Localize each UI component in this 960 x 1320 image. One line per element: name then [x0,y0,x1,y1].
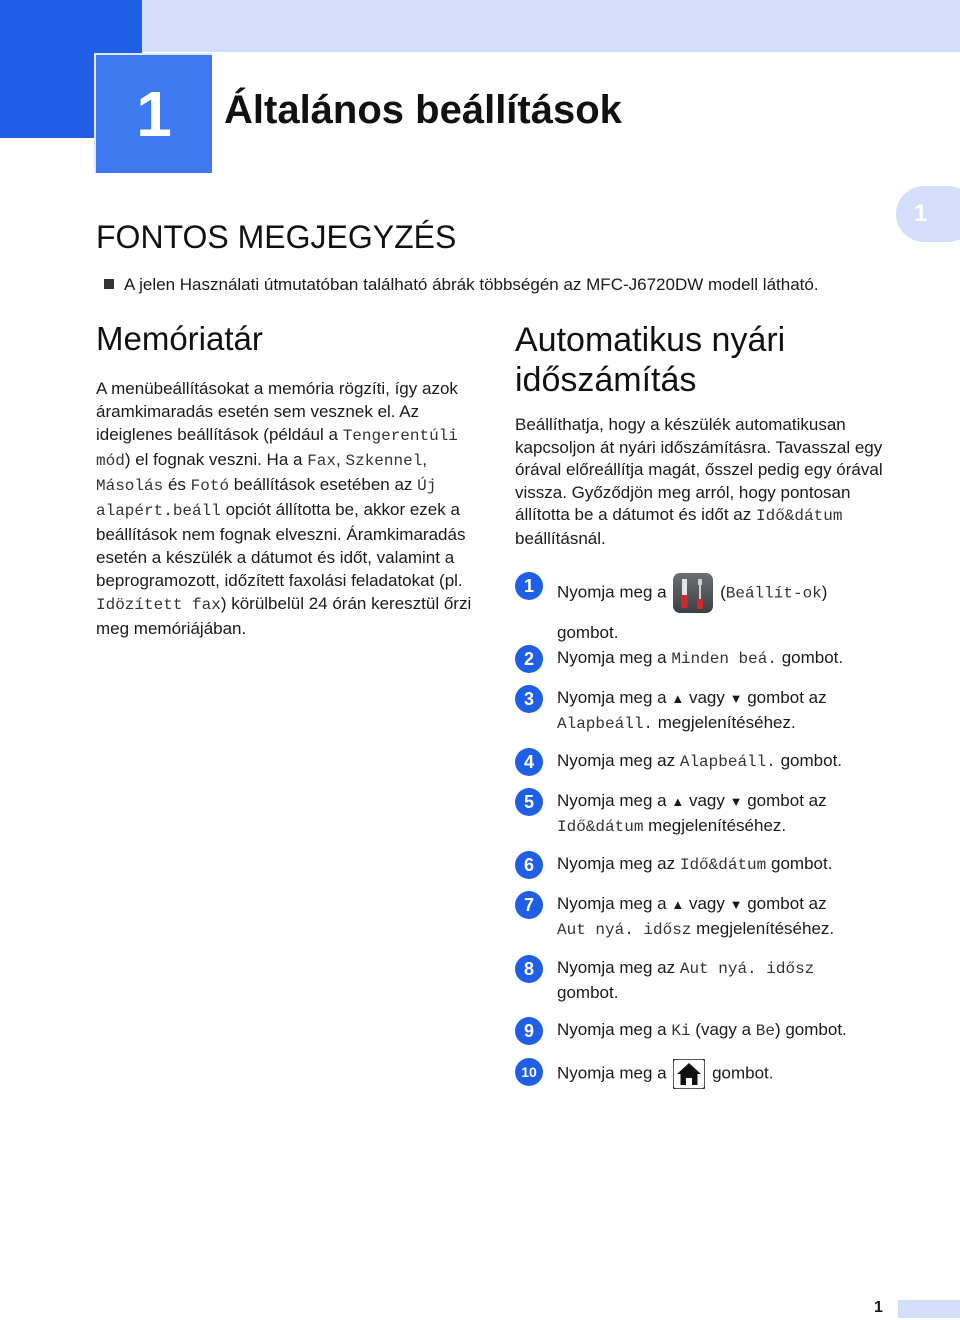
chapter-title: Általános beállítások [224,88,622,132]
footer-bar [898,1300,960,1318]
mono-fax: Fax [307,452,337,470]
step-number: 5 [515,788,543,816]
page-number: 1 [874,1299,883,1316]
step-number: 7 [515,891,543,919]
step-number: 2 [515,645,543,673]
step-number: 10 [515,1058,543,1086]
step-number: 1 [515,572,543,600]
mono-copy: Másolás [96,477,164,495]
down-arrow-icon: ▼ [729,691,743,706]
up-arrow-icon: ▲ [671,794,685,809]
step-number: 9 [515,1017,543,1045]
notice-item [104,274,819,296]
chapter-number: 1 [94,53,212,173]
down-arrow-icon: ▼ [729,794,743,809]
step-number: 3 [515,685,543,713]
notice-title: FONTOS MEGJEGYZÉS [96,219,457,255]
mono-photo: Fotó [190,477,230,495]
step-number: 6 [515,851,543,879]
home-icon [673,1059,705,1089]
step-number: 8 [515,955,543,983]
dst-intro: Beállíthatja, hogy a készülék automatikusan kapcsoljon át nyári időszámításra. Tavasszal egy órával előreállítja magát, ősszel pedig egy órával vissza. Győződjön meg arról, hogy pontosan állította be a dátumot és időt az Idő&dátum beállításnál. [515,415,883,548]
dst-title: Automatikus nyári időszámítás [515,321,786,399]
square-bullet-icon [104,279,114,289]
mono-new-default: Új alapért.beáll [96,477,437,520]
memory-paragraph: A menübeállításokat a memória rögzíti, így azok áramkimaradás esetén sem vesznek el. Az ideiglenes beállítások (például a Tengerentúli mód) el fognak veszni. Ha a Fax, Szkennel, Másolás és Fotó beállítások esetében az Új alapért.beáll opciót állította be, akkor ezek a beállítások nem fognak elveszni. Áramkimaradás esetén a készülék a dátumot és időt, valamint a beprogramozott, időzített faxolási feladatokat (pl. Idözített fax) körülbelül 24 órán keresztül őrzi meg memóriájában. [96,379,472,638]
settings-tools-icon [673,573,713,613]
mono-scan: Szkennel [345,452,423,470]
notice-item-text: A jelen Használati útmutatóban található ábrák többségén az MFC-J6720DW modell látható. [124,275,819,294]
up-arrow-icon: ▲ [671,691,685,706]
down-arrow-icon: ▼ [729,897,743,912]
step-number: 4 [515,748,543,776]
up-arrow-icon: ▲ [671,897,685,912]
mono-date-time: Idő&dátum [756,507,843,525]
chapter-side-tab: 1 [896,186,960,242]
mono-overseas-mode: Tengerentúli mód [96,427,458,470]
memory-title: Memóriatár [96,320,263,357]
header-band-light [142,0,960,52]
mono-timed-fax: Idözített fax [96,596,221,614]
